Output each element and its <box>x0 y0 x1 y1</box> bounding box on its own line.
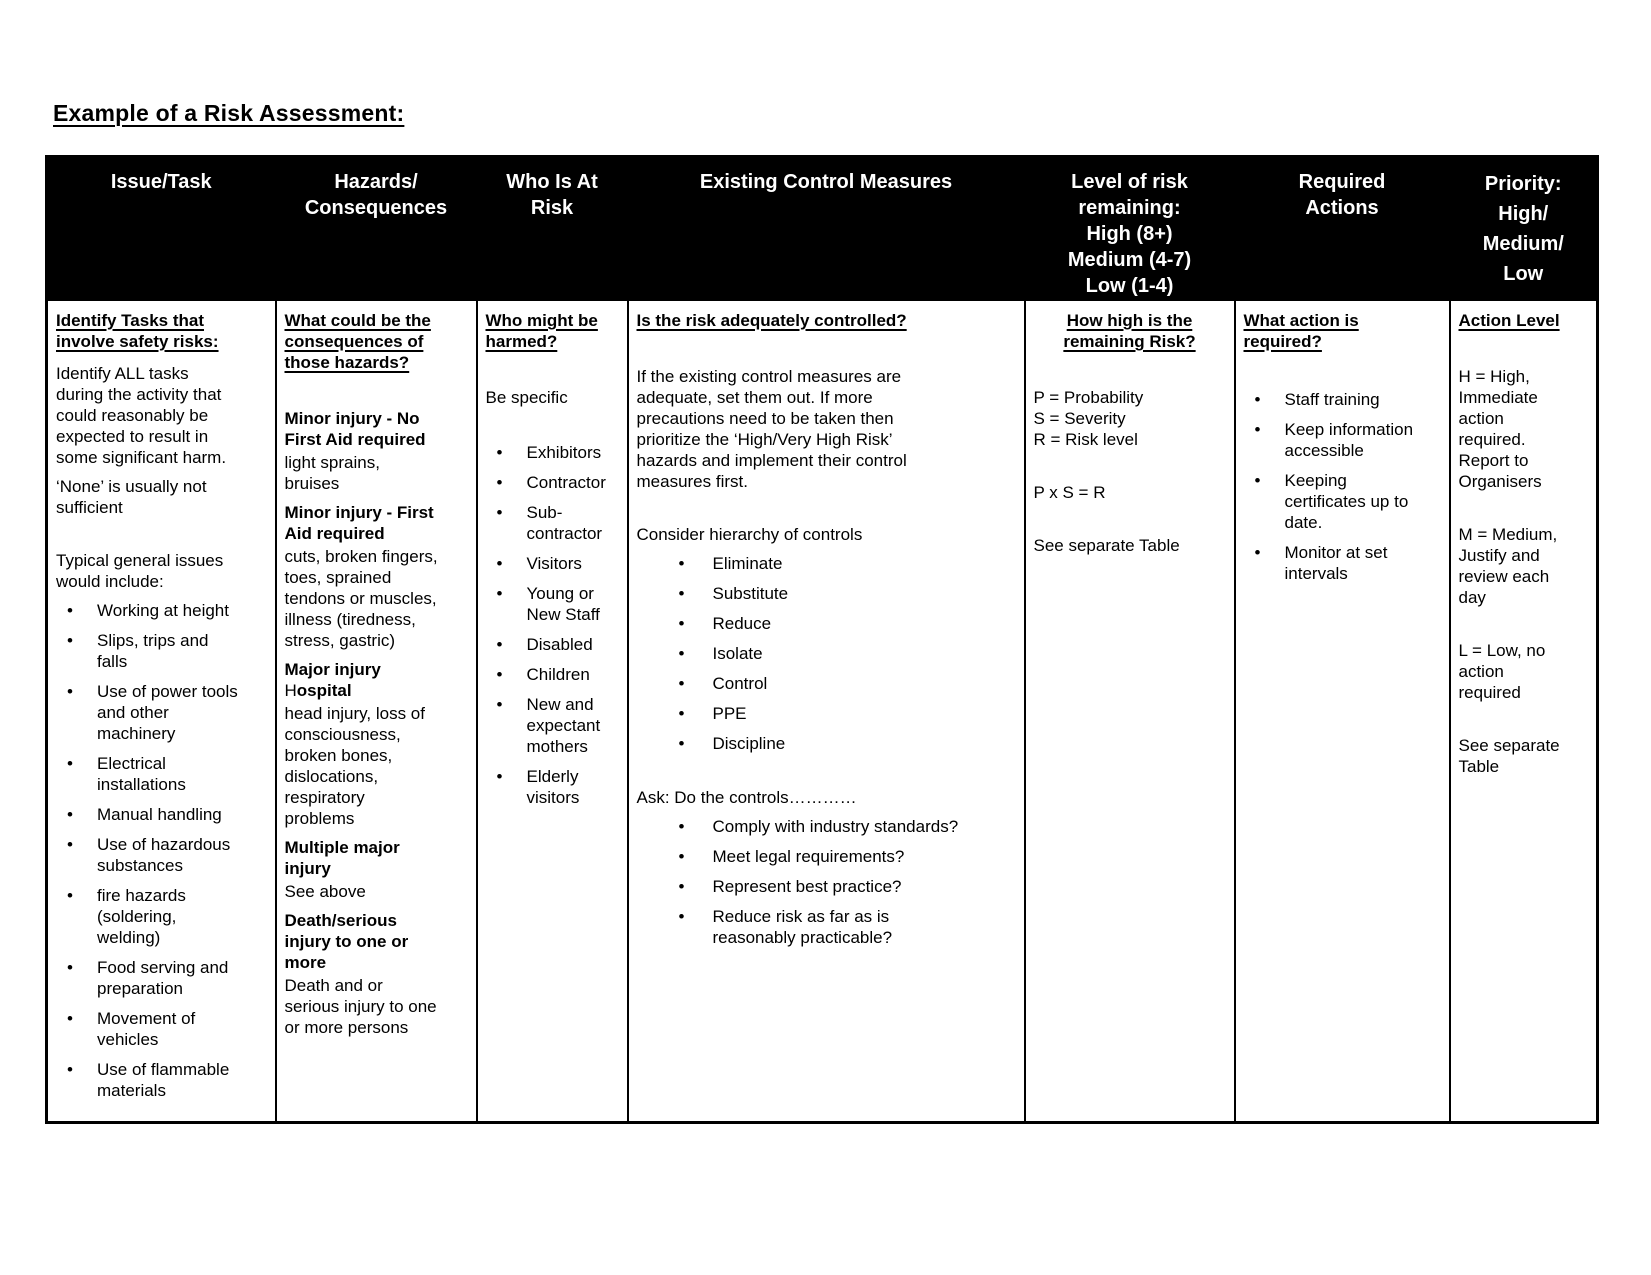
column-priority <box>1450 300 1598 1122</box>
column-header-level-of-risk: Level of risk remaining: High (8+) Medium (4-7) Low (1-4) <box>1025 157 1235 301</box>
bullet-item: • Use of flammable materials <box>56 1059 267 1101</box>
text-block: H = High, Immediate action required. Report to Organisers <box>1458 367 1542 491</box>
column-header-required-actions: Required Actions <box>1235 157 1450 301</box>
text-block: Minor injury - No First Aid required <box>284 409 426 449</box>
bullet-list <box>56 600 267 1101</box>
text-block: Identify ALL tasks during the activity that could reasonably be expected to result in some significant harm. <box>56 364 227 467</box>
column-subheading: How high is the remaining Risk? <box>1063 311 1196 351</box>
bullet-item: • Use of hazardous substances <box>56 834 267 876</box>
bullet-list <box>637 553 1016 754</box>
bullet-item: • Sub- contractor <box>486 502 619 544</box>
spacer <box>637 500 1016 524</box>
bullet-list <box>637 816 1016 948</box>
bullet-item: • Staff training <box>1244 389 1441 410</box>
bullet-list <box>1244 389 1441 584</box>
bullet-item: • Food serving and preparation <box>56 957 267 999</box>
bullet-item: • Eliminate <box>637 553 1016 574</box>
bullet-item: • Movement of vehicles <box>56 1008 267 1050</box>
bullet-item: • Children <box>486 664 619 685</box>
column-subheading: Action Level <box>1458 311 1560 330</box>
bullet-item: • Keeping certificates up to date. <box>1244 470 1441 533</box>
bullet-item: • Comply with industry standards? <box>637 816 1016 837</box>
bullet-item: • Reduce <box>637 613 1016 634</box>
spacer <box>1459 500 1589 524</box>
column-issue-task <box>47 300 276 1122</box>
text-block: Be specific <box>485 388 568 407</box>
bullet-item: • Contractor <box>486 472 619 493</box>
spacer <box>637 763 1016 787</box>
bullet-item: • Monitor at set intervals <box>1244 542 1441 584</box>
column-header-existing-control-measures: Existing Control Measures <box>628 157 1025 301</box>
spacer <box>486 363 619 387</box>
text-block: Consider hierarchy of controls <box>636 525 863 544</box>
spacer <box>1459 342 1589 366</box>
table-body-row <box>47 300 1598 1122</box>
text-block: Ask: Do the controls………… <box>636 788 857 807</box>
bullet-item: • Electrical installations <box>56 753 267 795</box>
column-level-of-risk <box>1025 300 1235 1122</box>
column-required-actions <box>1235 300 1450 1122</box>
text-block: See separate Table <box>1033 536 1180 555</box>
table-header-row <box>47 157 1598 301</box>
bullet-item: • Exhibitors <box>486 442 619 463</box>
bullet-item: • Elderly visitors <box>486 766 619 808</box>
column-who-is-at-risk <box>477 300 628 1122</box>
bullet-item: • Disabled <box>486 634 619 655</box>
spacer <box>1034 511 1226 535</box>
bullet-item: • Use of power tools and other machinery <box>56 681 267 744</box>
column-header-priority: Priority: High/ Medium/ Low <box>1450 157 1598 301</box>
spacer <box>486 416 619 440</box>
bullet-item: • Represent best practice? <box>637 876 1016 897</box>
bullet-item: • Isolate <box>637 643 1016 664</box>
text-block: See above <box>284 882 366 901</box>
text-block: Death and or serious injury to one or more persons <box>284 976 437 1037</box>
spacer <box>1034 458 1226 482</box>
bullet-list <box>486 442 619 808</box>
text-block: Typical general issues would include: <box>56 551 224 591</box>
text-block: head injury, loss of consciousness, broken bones, dislocations, respiratory problems <box>284 704 425 828</box>
spacer <box>285 384 468 408</box>
text-block: cuts, broken fingers, toes, sprained tendons or muscles, illness (tiredness, stress, gastric) <box>284 547 438 650</box>
text-block: M = Medium, Justify and review each day <box>1458 525 1558 607</box>
column-subheading: What could be the consequences of those hazards? <box>284 311 431 372</box>
bullet-item: • fire hazards (soldering, welding) <box>56 885 267 948</box>
column-subheading: Identify Tasks that involve safety risks: <box>56 311 219 351</box>
bullet-item: • PPE <box>637 703 1016 724</box>
spacer <box>1244 363 1441 387</box>
text-block: L = Low, no action required <box>1458 641 1546 702</box>
column-header-hazards-consequences: Hazards/ Consequences <box>276 157 477 301</box>
column-existing-control-measures <box>628 300 1025 1122</box>
text-block: Minor injury - First Aid required <box>284 503 434 543</box>
bullet-item: • Working at height <box>56 600 267 621</box>
text-block: Death/serious injury to one or more <box>284 911 409 972</box>
text-block: See separate Table <box>1458 736 1560 776</box>
column-subheading: Who might be harmed? <box>485 311 598 351</box>
column-subheading: What action is required? <box>1243 311 1359 351</box>
bullet-item: • Manual handling <box>56 804 267 825</box>
text-block: P x S = R <box>1033 483 1106 502</box>
bullet-item: • New and expectant mothers <box>486 694 619 757</box>
text-block: P = Probability S = Severity R = Risk level <box>1033 388 1144 449</box>
page-title: Example of a Risk Assessment: <box>53 100 405 126</box>
column-header-who-is-at-risk: Who Is At Risk <box>477 157 628 301</box>
bullet-item: • Keep information accessible <box>1244 419 1441 461</box>
bullet-item: • Substitute <box>637 583 1016 604</box>
risk-assessment-table <box>45 155 1599 1124</box>
column-subheading: Is the risk adequately controlled? <box>636 311 907 330</box>
spacer <box>637 342 1016 366</box>
column-hazards-consequences <box>276 300 477 1122</box>
bullet-item: • Reduce risk as far as is reasonably practicable? <box>637 906 1016 948</box>
bullet-item: • Discipline <box>637 733 1016 754</box>
bullet-item: • Slips, trips and falls <box>56 630 267 672</box>
spacer <box>1034 363 1226 387</box>
bullet-item: • Young or New Staff <box>486 583 619 625</box>
bullet-item: • Visitors <box>486 553 619 574</box>
spacer <box>1459 711 1589 735</box>
bullet-item: • Control <box>637 673 1016 694</box>
text-run: H <box>284 681 297 700</box>
text-block: light sprains, bruises <box>284 453 380 493</box>
text-block: Multiple major injury <box>284 838 400 878</box>
spacer <box>56 526 267 550</box>
text-block: ‘None’ is usually not sufficient <box>56 477 207 517</box>
column-header-issue-task: Issue/Task <box>47 157 276 301</box>
text-run: Major injury <box>284 660 381 679</box>
text-block <box>285 659 468 701</box>
text-run: ospital <box>296 681 352 700</box>
text-block: If the existing control measures are adequate, set them out. If more precautions need to be taken then prioritize the ‘High/Very High Risk’ hazards and implement their control measures first. <box>636 367 907 491</box>
spacer <box>1459 616 1589 640</box>
bullet-item: • Meet legal requirements? <box>637 846 1016 867</box>
